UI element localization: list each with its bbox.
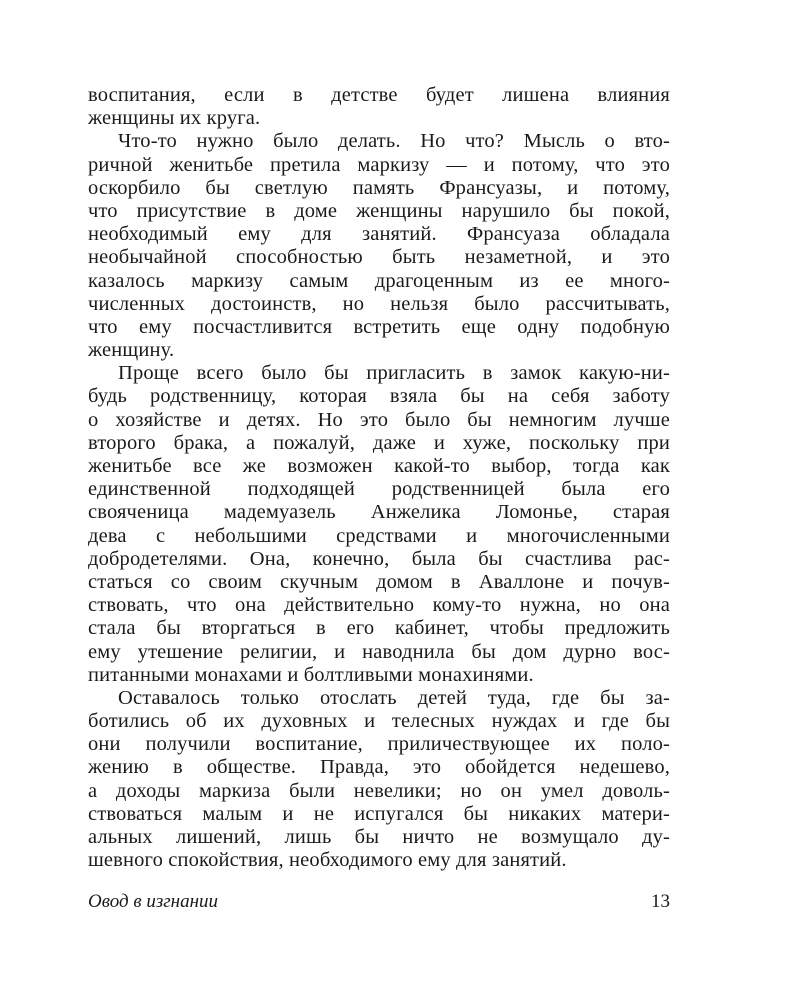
text-line: женитьбе все же возможен какой-то выбор, тогда как <box>88 455 670 477</box>
text-line: казалось маркизу самым драгоценным из ее много- <box>88 269 670 292</box>
text-line: стала бы вторгаться в его кабинет, чтобы предложить <box>88 617 670 640</box>
text-line: Что-то нужно было делать. Но что? Мысль о вто- <box>118 130 670 153</box>
text-line: шевного спокойствия, необходимого ему для занятий. <box>88 849 567 872</box>
text-line: питанными монахами и болтливыми монахинями. <box>88 663 534 686</box>
text-line: Проще всего было бы пригласить в замок какую-ни- <box>118 362 670 385</box>
text-line: единственной подходящей родственницей была его <box>88 478 670 501</box>
text-line: что ему посчастливится встретить еще одну подобную <box>88 315 670 338</box>
text-line: необходимый ему для занятий. Франсуаза обладала <box>88 223 670 246</box>
text-line: женщину. <box>88 339 175 362</box>
text-line: воспитания, если в детстве будет лишена влияния <box>88 84 670 106</box>
text-line: будь родственницу, которая взяла бы на себя заботу <box>88 385 670 408</box>
text-line: добродетелями. Она, конечно, была бы счастлива рас- <box>88 547 670 570</box>
text-line: что присутствие в доме женщины нарушило бы покой, <box>88 199 670 222</box>
text-line: альных лишений, лишь бы ничто не возмущало ду- <box>88 826 670 848</box>
page-body <box>88 84 670 872</box>
text-line: женщины их круга. <box>88 107 261 130</box>
text-line: ему утешение религии, и наводнила бы дом дурно вос- <box>88 640 670 663</box>
page-footer <box>88 889 670 915</box>
page-number: 13 <box>651 891 670 912</box>
text-line: жению в обществе. Правда, это обойдется недешево, <box>88 756 670 779</box>
text-line: они получили воспитание, приличествующее их поло- <box>88 733 670 756</box>
text-line: ствоваться малым и не испугался бы никаких матери- <box>88 802 670 825</box>
text-line: Оставалось только отослать детей туда, где бы за- <box>118 686 670 709</box>
text-line: второго брака, а пожалуй, даже и хуже, поскольку при <box>88 431 670 454</box>
text-line: свояченица мадемуазель Анжелика Ломонье, старая <box>88 501 670 524</box>
text-line: ствовать, что она действительно кому-то нужна, но она <box>88 594 670 617</box>
running-title: Овод в изгнании <box>88 891 219 912</box>
text-line: необычайной способностью быть незаметной, и это <box>88 246 670 269</box>
text-line: статься со своим скучным домом в Аваллоне и почув- <box>88 570 670 593</box>
text-line: ричной женитьбе претила маркизу — и потому, что это <box>88 153 670 176</box>
text-line: численных достоинств, но нельзя было рассчитывать, <box>88 292 670 315</box>
text-line: ботились об их духовных и телесных нуждах и где бы <box>88 710 670 733</box>
text-line: а доходы маркиза были невелики; но он умел доволь- <box>88 779 670 802</box>
text-line: дева с небольшими средствами и многочисленными <box>88 524 670 547</box>
text-line: о хозяйстве и детях. Но это было бы немногим лучше <box>88 408 670 431</box>
text-line: оскорбило бы светлую память Франсуазы, и потому, <box>88 176 670 199</box>
